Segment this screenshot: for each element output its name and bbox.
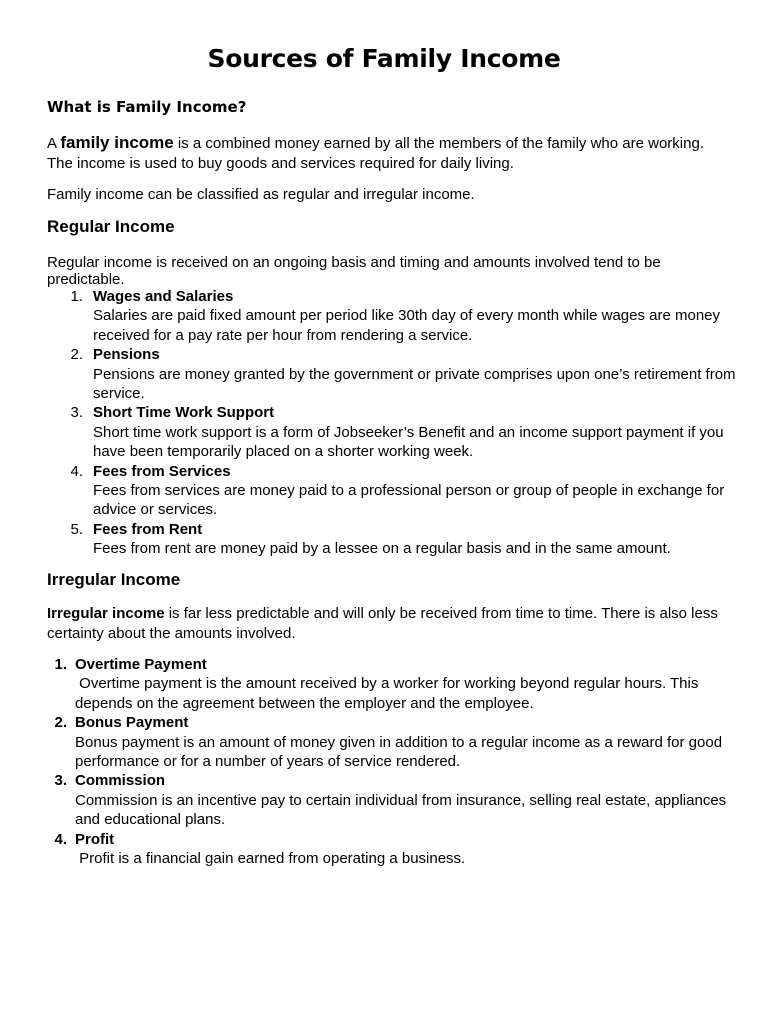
item-title: Fees from Services — [93, 462, 231, 480]
item-description: Short time work support is a form of Jobseeker’s Benefit and an income support payment if you have been temporarily placed on a shorter working week. — [93, 423, 724, 461]
list-item — [47, 345, 737, 403]
page-title: Sources of Family Income — [207, 44, 561, 73]
item-number: 4. — [54, 830, 67, 848]
item-description: Overtime payment is the amount received by a worker for working beyond regular hours. This depends on the agreement between the employer and the employee. — [75, 675, 703, 712]
item-title: Pensions — [93, 346, 160, 364]
item-number: 3. — [70, 404, 83, 422]
list-item — [47, 830, 737, 869]
intro-text: is a combined money earned by all the members of the family who are working. The income is used to buy goods and services required for daily living. — [47, 135, 704, 172]
regular-income-list — [47, 287, 737, 559]
list-item — [47, 462, 737, 520]
item-title: Commission — [75, 772, 166, 790]
list-item — [47, 655, 737, 713]
item-title: Profit — [75, 830, 115, 848]
item-description: Fees from rent are money paid by a lessee on a regular basis and in the same amount. — [93, 540, 671, 558]
list-item — [47, 520, 737, 559]
item-title: Fees from Rent — [93, 520, 203, 538]
item-number: 5. — [70, 520, 83, 538]
list-item — [47, 403, 737, 461]
item-description: Pensions are money granted by the government or private comprises upon one’s retirement from service. — [93, 365, 736, 403]
what-is-heading: What is Family Income? — [47, 98, 247, 116]
intro-prefix: A — [47, 135, 61, 152]
item-description: Commission is an incentive pay to certain individual from insurance, selling real estate, appliances and educational plans. — [75, 791, 727, 829]
item-description: Profit is a financial gain earned from operating a business. — [75, 850, 466, 868]
irregular-income-heading: Irregular Income — [47, 570, 181, 589]
irregular-income-list — [47, 655, 737, 868]
intro-paragraph — [47, 133, 727, 173]
item-number: 4. — [70, 462, 83, 480]
item-number: 1. — [54, 656, 67, 673]
item-title: Overtime Payment — [75, 656, 207, 673]
item-title: Short Time Work Support — [93, 404, 275, 422]
item-title: Wages and Salaries — [93, 288, 234, 305]
item-description: Salaries are paid fixed amount per period like 30th day of every month while wages are money received for a pay rate per hour from rendering a service. — [93, 307, 721, 344]
intro-term: family income — [60, 133, 174, 152]
list-item — [47, 287, 737, 345]
irregular-term: Irregular income — [47, 605, 165, 622]
item-number: 2. — [54, 714, 67, 732]
item-number: 2. — [70, 346, 83, 364]
classification-paragraph: Family income can be classified as regular and irregular income. — [47, 186, 475, 203]
irregular-text: is far less predictable and will only be received from time to time. There is also less certainty about the amounts involved. — [47, 605, 718, 642]
list-item — [47, 713, 737, 771]
item-title: Bonus Payment — [75, 714, 189, 732]
item-description: Bonus payment is an amount of money given in addition to a regular income as a reward for good performance or for a number of years of service rendered. — [75, 733, 723, 771]
regular-income-heading: Regular Income — [47, 217, 175, 236]
irregular-income-paragraph — [47, 604, 727, 643]
item-number: 3. — [54, 772, 67, 790]
regular-income-paragraph: Regular income is received on an ongoing basis and timing and amounts involved tend to be predictable. — [47, 254, 661, 288]
item-number: 1. — [70, 288, 83, 305]
list-item — [47, 771, 737, 829]
item-description: Fees from services are money paid to a professional person or group of people in exchange for advice or services. — [93, 482, 725, 519]
